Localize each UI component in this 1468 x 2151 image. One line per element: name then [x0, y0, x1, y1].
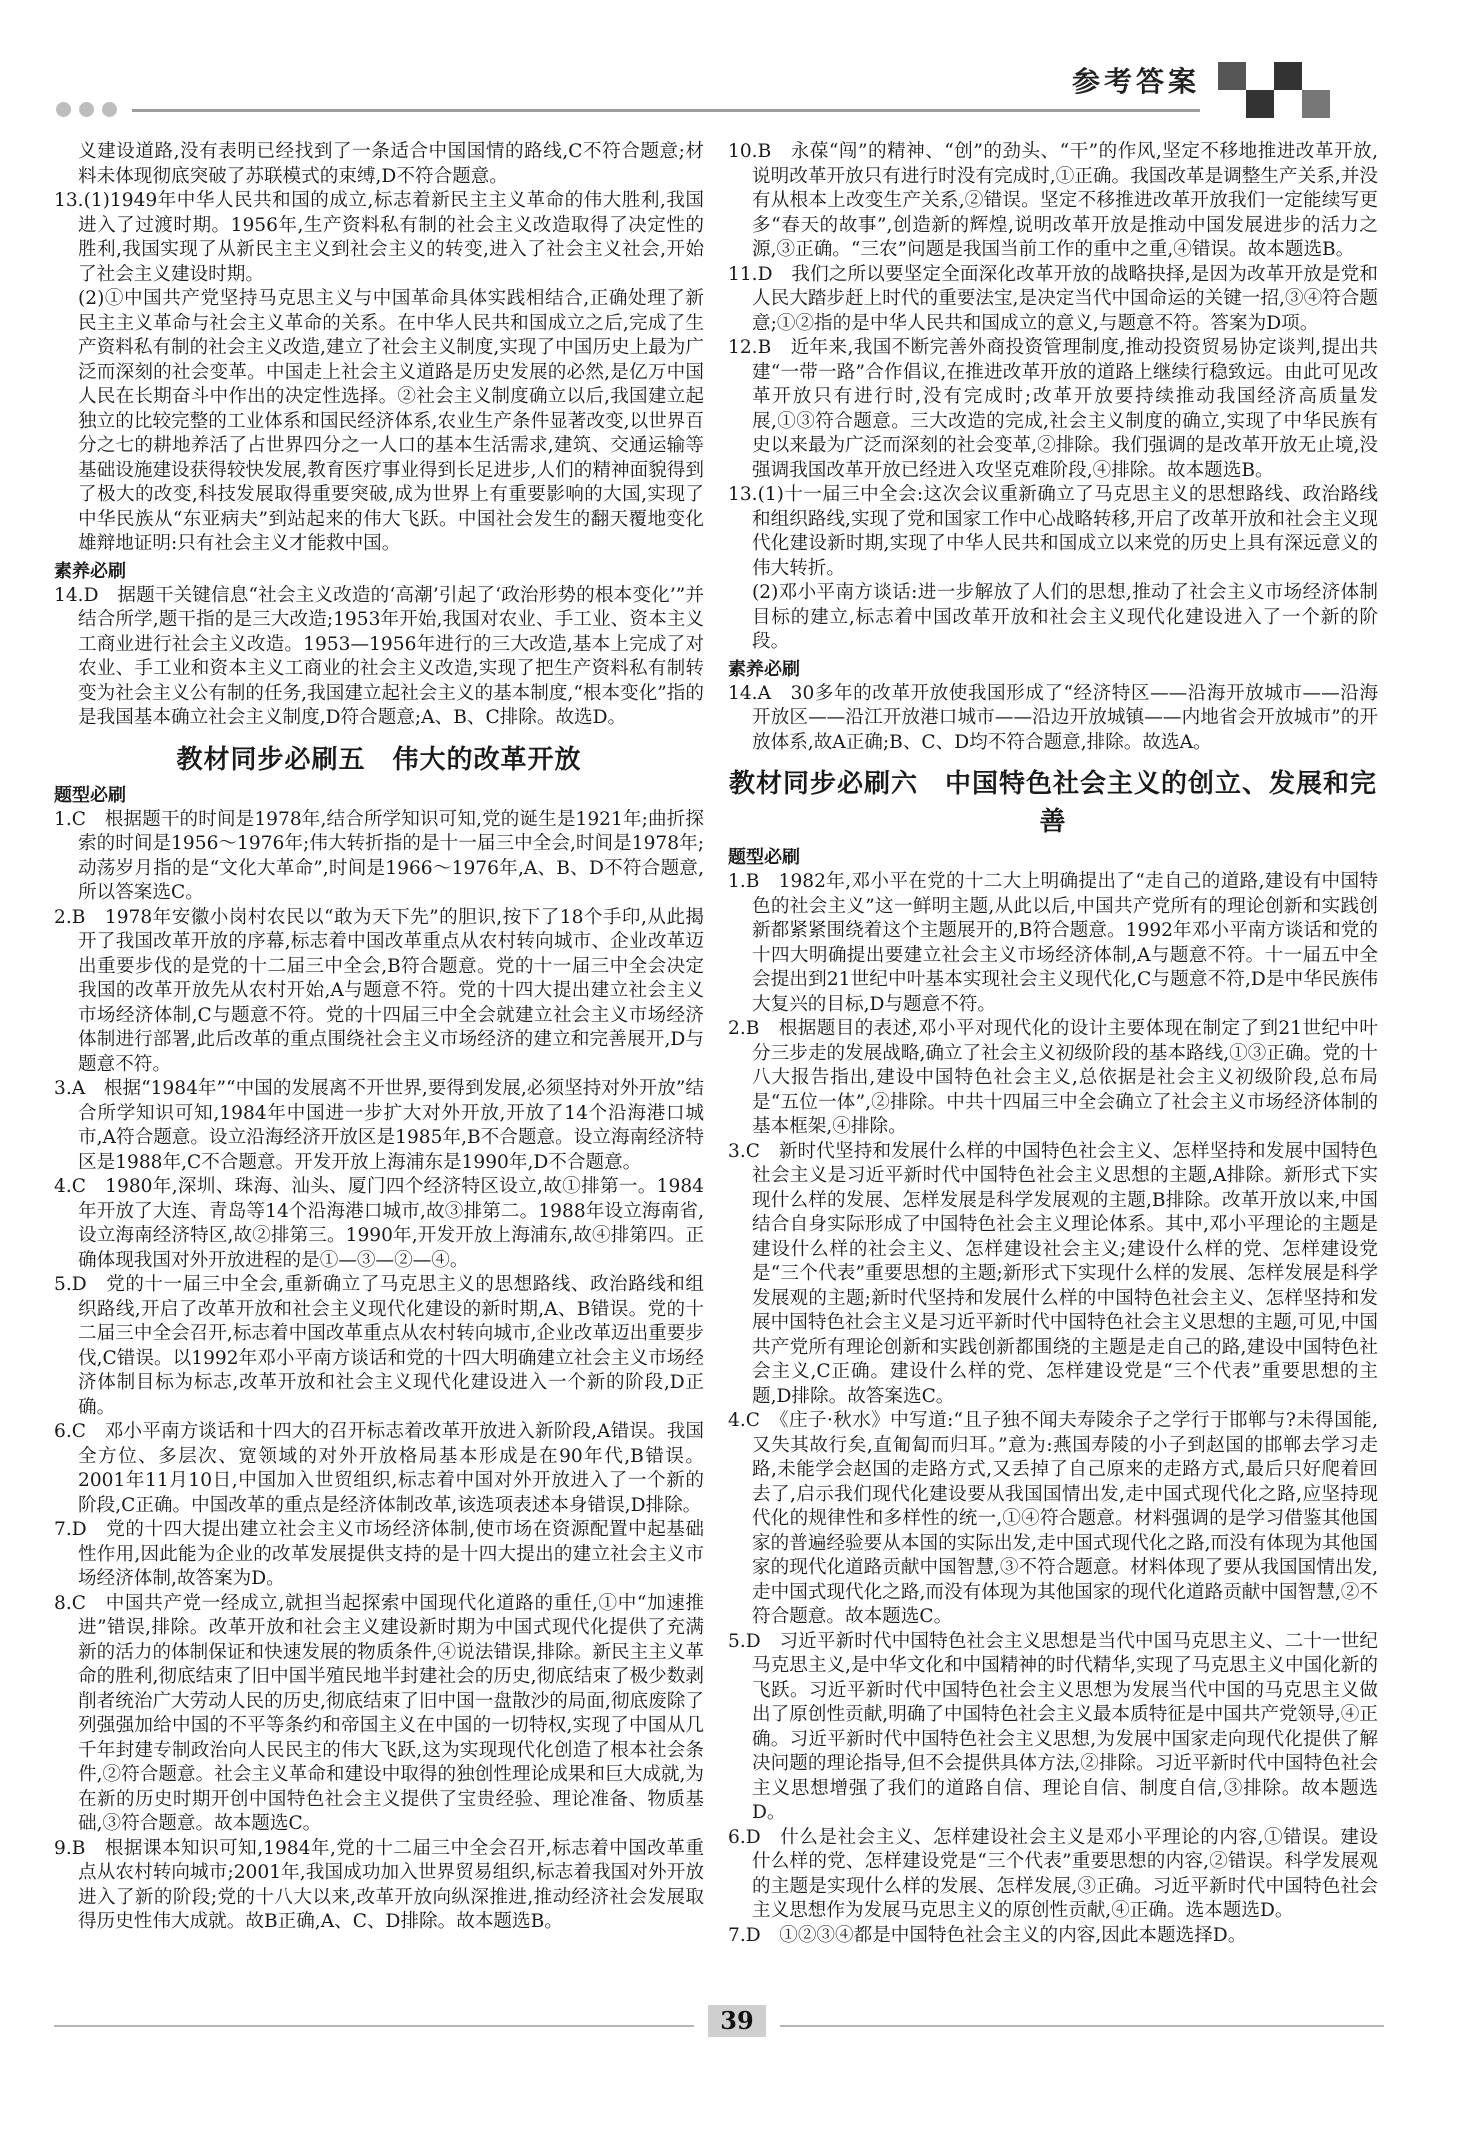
answer-item: 2.B 根据题目的表述,邓小平对现代化的设计主要体现在制定了到21世纪中叶分三步走的发展战略,确立了社会主义初级阶段的基本路线,①③正确。党的十八大报告指出,建设中国特色社会主义,总依据是社会主义初级阶段,总布局是“五位一体”,②排除。中共十四届三中全会确立了社会主义市场经济体制的基本框架,④排除。 [728, 1018, 1378, 1137]
answer-item: 7.D ①②③④都是中国特色社会主义的内容,因此本题选择D。 [728, 1924, 1247, 1946]
answer-item: 14.D 据题干关键信息“社会主义改造的‘高潮’引起了‘政治形势的根本变化’”并结合所学,题干指的是三大改造;1953年开始,我国对农业、手工业、资本主义工商业进行社会主义改造。1953—1956年进行的三大改造,基本上完成了对农业、手工业和资本主义工商业的社会主义改造,实现了把生产资料私有制转变为社会主义公有制的任务,我国建立起社会主义的基本制度,“根本变化”指的是我国基本确立社会主义制度,D符合题意;A、B、C排除。故选D。 [54, 584, 704, 728]
answer-item: 5.D 习近平新时代中国特色社会主义思想是当代中国马克思主义、二十一世纪马克思主义,是中华文化和中国精神的时代精华,实现了马克思主义中国化新的飞跃。习近平新时代中国特色社会主义思想为发展当代中国的马克思主义做出了原创性贡献,明确了中国特色社会主义最本质特征是中国共产党领导,④正确。习近平新时代中国特色社会主义思想,为发展中国家走向现代化提供了解决问题的理论指导,但不会提供具体方法,②排除。习近平新时代中国特色社会主义思想增强了我们的道路自信、理论自信、制度自信,③排除。故本题选D。 [728, 1630, 1378, 1823]
answer-item: 8.C 中国共产党一经成立,就担当起探索中国现代化道路的重任,①中“加速推进”错误,排除。改革开放和社会主义建设新时期为中国式现代化提供了充满新的活力的体制保证和快速发展的物质条件,④说法错误,排除。新民主主义革命的胜利,彻底结束了旧中国半殖民地半封建社会的历史,彻底结束了极少数剥削者统治广大劳动人民的历史,彻底结束了旧中国一盘散沙的局面,彻底废除了列强强加给中国的不平等条约和帝国主义在中国的一切特权,实现了中国从几千年封建专制政治向人民民主的伟大飞跃,这为实现现代化创造了根本社会条件,②符合题意。社会主义革命和建设中取得的独创性理论成果和巨大成就,为在新的历史时期开创中国特色社会主义提供了宝贵经验、理论准备、物质基础,③符合题意。故本题选C。 [54, 1592, 704, 1834]
header-checker-icon [1218, 62, 1330, 118]
page-footer [54, 2006, 1384, 2035]
left-column [54, 140, 704, 1935]
answer-item: 13.(1)十一届三中全会:这次会议重新确立了马克思主义的思想路线、政治路线和组织路线,实现了党和国家工作中心战略转移,开启了改革开放和社会主义现代化建设新时期,实现了中华人民共和国成立以来党的历史上具有深远意义的伟大转折。 [728, 484, 1378, 579]
answer-item: 3.A 根据“1984年”“中国的发展离不开世界,要得到发展,必须坚持对外开放”结合所学知识可知,1984年中国进一步扩大对外开放,开放了14个沿海港口城市,A符合题意。设立沿海经济开放区是1985年,B不合题意。设立海南经济特区是1988年,C不合题意。开发开放上海浦东是1990年,D不合题意。 [54, 1078, 704, 1173]
subheading: 题型必刷 [54, 784, 126, 806]
section-title: 教材同步必刷六 中国特色社会主义的创立、发展和完善 [728, 769, 1377, 837]
answer-item: 1.C 根据题干的时间是1978年,结合所学知识可知,党的诞生是1921年;曲折探索的时间是1956～1976年;伟大转折指的是十一届三中全会,时间是1978年;动荡岁月指的是“文化大革命”,时间是1966～1976年,A、B、D不符合题意,所以答案选C。 [54, 808, 704, 903]
answer-item: 1.B 1982年,邓小平在党的十二大上明确提出了“走自己的道路,建设有中国特色的社会主义”这一鲜明主题,从此以后,中国共产党所有的理论创新和实践创新都紧紧围绕着这个主题展开的,B符合题意。1992年邓小平南方谈话和党的十四大明确提出要建立社会主义市场经济体制,A与题意不符。十一届五中全会提出到21世纪中叶基本实现社会主义现代化,C与题意不符,D是中华民族伟大复兴的目标,D与题意不符。 [728, 871, 1378, 1015]
right-column [728, 140, 1378, 1948]
answer-item: 5.D 党的十一届三中全会,重新确立了马克思主义的思想路线、政治路线和组织路线,开启了改革开放和社会主义现代化建设的新时期,A、B错误。党的十二届三中全会召开,标志着中国改革重点从农村转向城市,企业改革迈出重要步伐,C错误。以1992年邓小平南方谈话和党的十四大明确建立社会主义市场经济体制目标为标志,改革开放和社会主义现代化建设进入一个新的阶段,D正确。 [54, 1274, 704, 1418]
answer-item: 6.C 邓小平南方谈话和十四大的召开标志着改革开放进入新阶段,A错误。我国全方位、多层次、宽领域的对外开放格局基本形成是在90年代,B错误。2001年11月10日,中国加入世贸组织,标志着中国对外开放进入了一个新的阶段,C正确。中国改革的重点是经济体制改革,该选项表述本身错误,D排除。 [54, 1421, 704, 1516]
subheading: 题型必刷 [728, 847, 800, 868]
answer-item: 2.B 1978年安徽小岗村农民以“敢为天下先”的胆识,按下了18个手印,从此揭开了我国改革开放的序幕,标志着中国改革重点从农村转向城市、企业改革迈出重要步伐的是党的十二届三中全会,B符合题意。党的十一届三中全会决定我国的改革开放先从农村开始,A与题意不符。党的十四大提出建立社会主义市场经济体制,C与题意不符。党的十四届三中全会就建立社会主义市场经济体制进行部署,此后改革的重点围绕社会主义市场经济的建立和完善展开,D与题意不符。 [54, 906, 704, 1075]
footer-rule-right [780, 2025, 1384, 2027]
answer-item: (2)①中国共产党坚持马克思主义与中国革命具体实践相结合,正确处理了新民主主义革命与社会主义革命的关系。在中华人民共和国成立之后,完成了生产资料私有制的社会主义改造,建立了社会主义制度,实现了中国历史上最为广泛而深刻的社会变革。中国走上社会主义道路是历史发展的必然,是亿万中国人民在长期奋斗中作出的决定性选择。②社会主义制度确立以后,我国建立起独立的比较完整的工业体系和国民经济体系,农业生产条件显著改变,以世界百分之七的耕地养活了占世界四分之一人口的基本生活需求,建筑、交通运输等基础设施建设获得较快发展,教育医疗事业得到长足进步,人们的精神面貌得到了极大的改变,科技发展取得重要突破,成为世界上有重要影响的大国,实现了中华民族从“东亚病夫”到站起来的伟大飞跃。中国社会发生的翻天覆地变化雄辩地证明:只有社会主义才能救中国。 [78, 288, 704, 554]
header-rule [132, 109, 1200, 112]
page-header [56, 58, 1330, 114]
subheading: 素养必刷 [728, 658, 800, 680]
subheading: 素养必刷 [54, 560, 126, 582]
answer-item: 11.D 我们之所以要坚定全面深化改革开放的战略抉择,是因为改革开放是党和人民大踏步赶上时代的重要法宝,是决定当代中国命运的关键一招,③④符合题意;①②指的是中华人民共和国成立的意义,与题意不符。答案为D项。 [728, 263, 1378, 334]
answer-item: 7.D 党的十四大提出建立社会主义市场经济体制,使市场在资源配置中起基础性作用,因此能为企业的改革发展提供支持的是十四大提出的建立社会主义市场经济体制,故答案为D。 [54, 1519, 704, 1589]
answer-item: 义建设道路,没有表明已经找到了一条适合中国国情的路线,C不符合题意;材料未体现彻底突破了苏联模式的束缚,D不符合题意。 [78, 141, 704, 187]
footer-rule-left [54, 2025, 694, 2027]
answer-item: 4.C 1980年,深圳、珠海、汕头、厦门四个经济特区设立,故①排第一。1984年开放了大连、青岛等14个沿海港口城市,故③排第二。1988年设立海南省,设立海南经济特区,故②排第三。1990年,开发开放上海浦东,故④排第四。正确体现我国对外开放进程的是①—③—②—④。 [54, 1176, 704, 1271]
answer-item: (2)邓小平南方谈话:进一步解放了人们的思想,推动了社会主义市场经济体制目标的建立,标志着中国改革开放和社会主义现代化建设进入了一个新的阶段。 [752, 582, 1378, 652]
answer-item: 3.C 新时代坚持和发展什么样的中国特色社会主义、怎样坚持和发展中国特色社会主义是习近平新时代中国特色社会主义思想的主题,A排除。新形式下实现什么样的发展、怎样发展是科学发展观的主题,B排除。改革开放以来,中国结合自身实际形成了中国特色社会主义理论体系。其中,邓小平理论的主题是建设什么样的社会主义、怎样建设社会主义;建设什么样的党、怎样建设党是“三个代表”重要思想的主题;新形式下实现什么样的发展、怎样发展是科学发展观的主题;新时代坚持和发展什么样的中国特色社会主义、怎样坚持和发展中国特色社会主义是习近平新时代中国特色社会主义思想的主题,可见,中国共产党所有理论创新和实践创新都围绕的主题是走自己的路,建设中国特色社会主义,C正确。建设什么样的党、怎样建设党是“三个代表”重要思想的主题,D排除。故答案选C。 [728, 1140, 1378, 1407]
page-number: 39 [708, 2005, 766, 2037]
answer-item: 13.(1)1949年中华人民共和国的成立,标志着新民主主义革命的伟大胜利,我国进入了过渡时期。1956年,生产资料私有制的社会主义改造取得了决定性的胜利,我国实现了从新民主主义到社会主义的转变,进入了社会主义社会,开始了社会主义建设时期。 [54, 190, 704, 285]
answer-item: 9.B 根据课本知识可知,1984年,党的十二届三中全会召开,标志着中国改革重点从农村转向城市;2001年,我国成功加入世界贸易组织,标志着我国对外开放进入了新的阶段;党的十八大以来,改革开放向纵深推进,推动经济社会发展取得历史性伟大成就。故B正确,A、C、D排除。故本题选B。 [54, 1837, 704, 1932]
answer-item: 4.C 《庄子·秋水》中写道:“且子独不闻夫寿陵余子之学行于邯郸与?未得国能,又失其故行矣,直匍匐而归耳。”意为:燕国寿陵的小子到赵国的邯郸去学习走路,未能学会赵国的走路方式,又丢掉了自己原来的走路方式,最后只好爬着回去了,启示我们现代化建设要从我国国情出发,走中国式现代化之路,应坚持现代化的规律性和多样性的统一,①④符合题意。材料强调的是学习借鉴其他国家的普遍经验要从本国的实际出发,走中国式现代化之路,而没有体现为其他国家的现代化道路贡献中国智慧,③不符合题意。材料体现了要从我国国情出发,走中国式现代化之路,而没有体现为其他国家的现代化道路贡献中国智慧,②不符合题意。故本题选C。 [728, 1410, 1378, 1627]
answer-item: 12.B 近年来,我国不断完善外商投资管理制度,推动投资贸易协定谈判,提出共建“一带一路”合作倡议,在推进改革开放的道路上继续行稳致远。由此可见改革开放只有进行时,没有完成时;改革开放要持续推动我国经济高质量发展,①③符合题意。三大改造的完成,社会主义制度的确立,实现了中华民族有史以来最为广泛而深刻的社会变革,②排除。我们强调的是改革开放无止境,没强调我国改革开放已经进入攻坚克难阶段,④排除。故本题选B。 [728, 337, 1378, 481]
header-title: 参考答案 [1071, 65, 1200, 98]
answer-item: 10.B 永葆“闯”的精神、“创”的劲头、“干”的作风,坚定不移地推进改革开放,说明改革开放只有进行时没有完成时,①正确。我国改革是调整生产关系,并没有从根本上改变生产关系,②错误。坚定不移推进改革开放我们一定能续写更多“春天的故事”,创造新的辉煌,说明改革开放是推动中国发展进步的活力之源,③正确。“三农”问题是我国当前工作的重中之重,④错误。故本题选B。 [728, 141, 1378, 260]
section-title: 教材同步必刷五 伟大的改革开放 [176, 744, 582, 775]
answer-item: 14.A 30多年的改革开放使我国形成了“经济特区——沿海开放城市——沿海开放区——沿江开放港口城市——沿边开放城镇——内地省会开放城市”的开放体系,故A正确;B、C、D均不符合题意,排除。故选A。 [728, 682, 1378, 753]
answer-item: 6.D 什么是社会主义、怎样建设社会主义是邓小平理论的内容,①错误。建设什么样的党、怎样建设党是“三个代表”重要思想的内容,②错误。科学发展观的主题是实现什么样的发展、怎样发展,③正确。习近平新时代中国特色社会主义思想作为发展马克思主义的原创性贡献,④正确。选本题选D。 [728, 1826, 1378, 1921]
header-dots [56, 102, 125, 121]
